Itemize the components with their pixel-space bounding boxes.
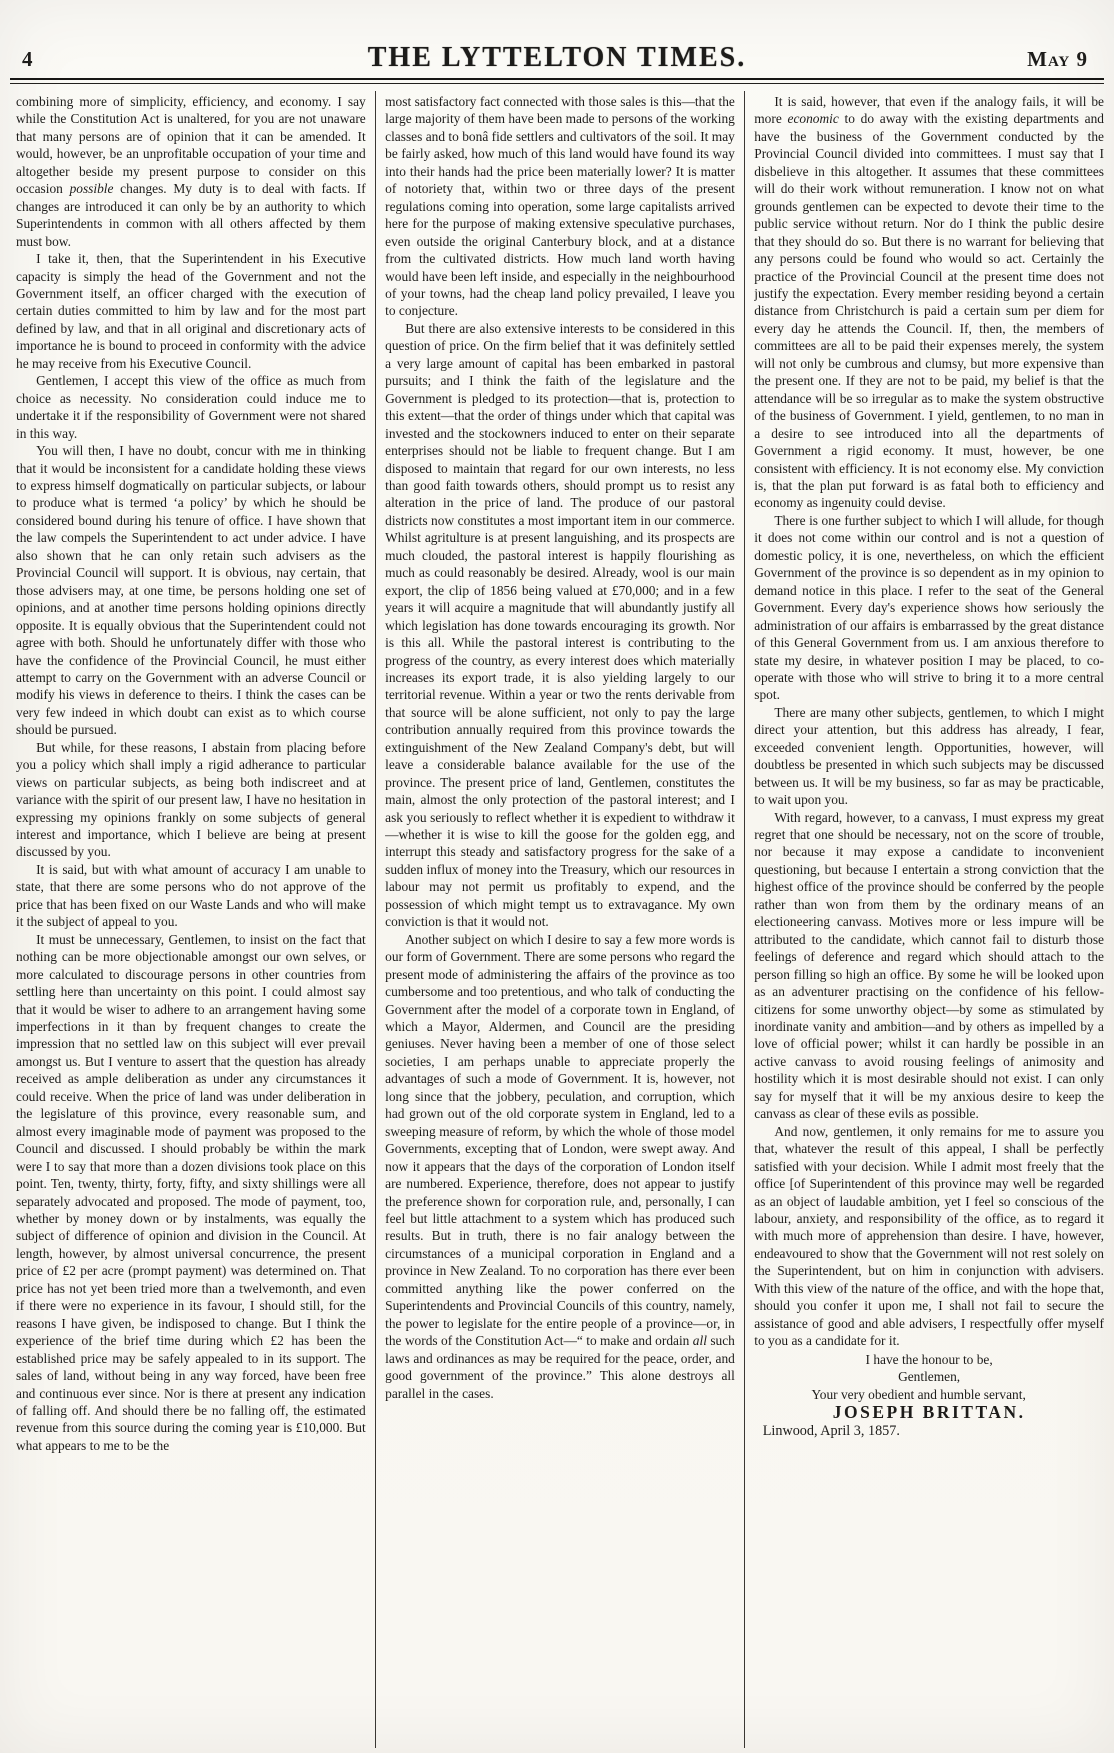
closing-honour-line: I have the honour to be, <box>865 1351 993 1367</box>
text-segment: changes. My duty is to deal with facts. If changes are introduced it can only be by an authority to which Superintendents in common with all others affected by them must bow. <box>16 181 366 249</box>
paragraph: It is said, but with what amount of accuracy I am unable to state, that there are some persons who do not approve of the price that has been fixed on our Waste Lands and who will make it the subject of appeal to you. <box>16 861 366 930</box>
issue-date: May 9 <box>1027 47 1088 71</box>
paragraph <box>385 931 735 1402</box>
text-segment: such laws and ordinances as may be required for the peace, order, and good government of the province.” This alone destroys all parallel in the cases. <box>385 1333 735 1401</box>
italic-word: possible <box>69 181 114 197</box>
paragraph <box>16 93 366 250</box>
letter-closing <box>754 1351 1104 1441</box>
signature-dateline: Linwood, April 3, 1857. <box>762 1423 900 1440</box>
column-divider <box>744 91 745 1748</box>
paragraph: But there are also extensive interests to be considered in this question of price. On the firm belief that it was definitely settled a very large amount of capital has been embarked in pastoral pursuits; and I think the faith of the legislature and the Government is pledged to its protection—that is, protection to this extent—that the order of things under which that capital was invested and the stockowners induced to enter on their separate enterprises should not be liable to frequent change. But I am disposed to maintain that regard for our own interests, no less than good faith towards others, should prompt us to resist any alteration in the price of land. The produce of our pastoral districts now constitutes a most important item in our commerce. Whilst agritulture is at present languishing, and its prospects are much clouded, the pastoral interest is happily flourishing as much as could reasonably be desired. Already, wool is our main export, the clip of 1856 being valued at £70,000; and in a few years it will acquire a magnitude that will abundantly justify all which legislation has done towards encouraging its growth. Nor is this all. While the pastoral interest is contributing to the progress of the country, as every interest does which materially increases its export trade, it is also yielding largely to our territorial revenue. Within a year or two the rents derivable from that source will be alone sufficient, not only to pay the large contribution annually required from this province towards the extinguishment of the New Zealand Company's debt, but will leave a considerable balance available for the use of the province. The present price of land, Gentlemen, constitutes the main, almost the only protection of the pastoral interest; and I ask you seriously to reflect whether it is expedient to withdraw it—whether it is wise to kill the goose for the golden egg, and interrupt this steady and satisfactory progress for the sake of a sudden influx of money into the Treasury, which our resources in labour may not permit us profitably to expend, and the possession of which might tempt us to extravagance. My own conviction is that it would not. <box>385 320 735 930</box>
paragraph: Gentlemen, I accept this view of the office as much from choice as necessity. No consideration could induce me to undertake it if the responsibility of Government were not shared in this way. <box>16 373 366 441</box>
column-3 <box>754 91 1104 1748</box>
masthead <box>0 0 1114 76</box>
italic-word: economic <box>787 111 839 127</box>
page-number: 4 <box>22 47 34 71</box>
text-segment: Another subject on which I desire to say a few more words is our form of Government. There are some persons who regard the present mode of administering the affairs of the province as too cumbersome and too pretentious, and who talk of conducting the Government after the model of a corporate town in England, of which a Mayor, Aldermen, and Council are the presiding geniuses. Never having been a member of one of those select societies, I am perhaps unable to appreciate properly the advantages of such a mode of Government. It is, however, not long since that the jobbery, peculation, and corruption, which had grown out of the old corporate system in England, led to a sweeping measure of reform, by which the whole of those model Governments, excepting that of London, were swept away. And now it appears that the days of the corporation of London itself are numbered. Experience, therefore, does not appear to justify the preference shown for corporation rule, and, personally, I can feel but little attachment to a system which has produced such results. But in truth, there is no fair analogy between the circumstances of a municipal corporation in England and a province in New Zealand. To no corporation has there ever been committed anything like the power conferred on the Superintendents and Provincial Councils of this country, namely, the power to legislate for the entire people of a province—or, in the words of the Constitution Act—“ to make and ordain <box>385 931 735 1349</box>
signature-name: JOSEPH BRITTAN. <box>832 1401 1026 1422</box>
paragraph: And now, gentlemen, it only remains for me to assure you that, whatever the result of this appeal, I shall be perfectly satisfied with your decision. While I admit most freely that the office [of Superintendent of this province may well be regarded as an object of laudable ambition, yet I feel so conscious of the labour, anxiety, and responsibility of the office, as to regard it with much more of apprehension than desire. I have, however, endeavoured to show that the Government will not rest solely on the Superintendent, but on him in conjunction with advisers. With this view of the nature of the office, and with the hope that, should you confer it upon me, I shall not fail to secure the assistance of good and able advisers, I respectfully offer myself to you as a candidate for it. <box>754 1123 1104 1349</box>
paragraph: With regard, however, to a canvass, I must express my great regret that one should be necessary, not on the score of trouble, nor because it may expose a candidate to inconvenient questioning, but because I entertain a strong conviction that the highest office of the province should be conferred by the people rather than won from them by the ordinary means of an electioneering canvass. Motives more or less impure will be attributed to the candidate, which cannot fail to disturb those feelings of deference and regard which should attach to the person filling so high an office. By some he will be looked upon as an adventurer practising on the confidence of his fellow-citizens for some unworthy object—by some as stimulated by inordinate vanity and ambition—and by others as impelled by a love of official power; whilst it can hardly be possible in an active canvass to avoid rousing feelings of animosity and hostility which it is most desirable should not exist. I can only say for myself that it will be my anxious desire to keep the canvass as clear of these evils as possible. <box>754 809 1104 1122</box>
paragraph: There are many other subjects, gentlemen, to which I might direct your attention, but this address has already, I fear, exceeded convenient length. Opportunities, however, will doubtless be presented in which such subjects may be discussed between us. It will be my business, so far as may be practicable, to wait upon you. <box>754 704 1104 808</box>
column-2 <box>385 91 735 1748</box>
paragraph <box>754 93 1104 512</box>
column-1 <box>16 91 366 1748</box>
paragraph: It must be unnecessary, Gentlemen, to insist on the fact that nothing can be more objectionable amongst our own selves, or more calculated to discourage persons in other countries from settling here than uncertainty on this point. I could almost say that it would be wiser to adhere to an arrangement having some imperfections in it than by frequent changes to create the impression that no settled law on this subject will ever prevail amongst us. But I venture to assert that the question has already received as ample deliberation as under any circumstances it could receive. When the price of land was under deliberation in the legislature of this province, every reasonable sum, and almost every imaginable mode of payment was proposed to the Council and discussed. I should probably be within the mark were I to say that more than a dozen divisions took place on this point. Ten, twenty, thirty, forty, fifty, and sixty shillings were all separately advocated and proposed. The mode of payment, too, whether by money down or by instalments, was equally the subject of difference of opinion and division in the Council. At length, however, by almost universal concurrence, the present price of £2 per acre (prompt payment) was determined on. That price has not yet been tried more than a twelvemonth, and even if there were no experience in its favour, I should still, for the reasons I have given, be indisposed to change. But I think the experience of the brief time during which £2 has been the established price may be safely appealed to in its support. The sales of land, without being in any way forced, have been free and continuous ever since. Nor is there at present any indication of falling off. And should there be no falling off, the estimated revenue from this source during the coming year is £10,000. But what appears to me to be the <box>16 931 366 1453</box>
paragraph: I take it, then, that the Superintendent in his Executive capacity is simply the head of the Government and not the Government itself, an officer charged with the execution of certain duties committed to him by law and for the most part defined by law, and that in all original and discretionary acts of importance he is bound to proceed in conformity with the advice he may receive from his Executive Council. <box>16 251 366 371</box>
newspaper-title: THE LYTTELTON TIMES. <box>367 42 747 73</box>
closing-gentlemen-line: Gentlemen, <box>898 1369 961 1385</box>
closing-servant-line: Your very obedient and humble servant, <box>811 1386 1026 1402</box>
paragraph: But while, for these reasons, I abstain from placing before you a policy which shall imply a rigid adherance to particular views on particular subjects, as being both indiscreet and at variance with the spirit of our present law, I have no hesitation in expressing my opinions frankly on some subjects of general interest and importance, which I believe are being at present discussed by you. <box>16 739 366 860</box>
column-divider <box>375 91 376 1748</box>
paragraph: You will then, I have no doubt, concur with me in thinking that it would be inconsistent for a candidate holding these views to express himself dogmatically on particular subjects, or labour to produce what is termed ‘a policy’ by which he should be considered bound during his tenure of office. I have shown that the law compels the Superintendent to act under advice. I have also shown that he can only retain such advisers as the Provincial Council will support. It is obvious, nay certain, that those advisers may, at one time, be persons holding one set of opinions, and at another time persons holding opinions directly opposite. It is equally obvious that the Superintendent could not agree with both. Should he unfortunately differ with those who have the confidence of the Provincial Council, he must either attempt to carry on the Government with an adverse Council or modify his views in deference to theirs. I think the cases can be very few indeed in which doubt can exist as to which course should be pursued. <box>16 443 366 738</box>
text-segment: It is said, however, that even if the analogy fails, it will be more <box>754 94 1104 127</box>
content-columns <box>0 84 1114 1748</box>
text-segment: combining more of simplicity, efficiency, and economy. I say while the Constitution Act is unaltered, for you are not unaware that many persons are of opinion that it can be amended. It would, however, be an unprofitable occupation of your time and altogether beside my present purpose to consider on this occasion <box>16 94 366 197</box>
paragraph: There is one further subject to which I will allude, for though it does not come within our control and is not a question of domestic policy, it is one, nevertheless, on which the efficient Government of the province is so dependent as in my opinion to demand notice in this place. I refer to the seat of the General Government. Every day's experience shows how seriously the administration of our affairs is embarrassed by the great distance of this General Government from us. I am anxious therefore to state my desire, in whatever position I may be placed, to co-operate with those who will strive to bring it to a more central spot. <box>754 512 1104 703</box>
italic-word: all <box>692 1333 707 1349</box>
text-segment: to do away with the existing departments and have the business of the Government conducted by the Provincial Council divided into committees. I must say that I disbelieve in this altogether. It assumes that these committees will do their work without remuneration. I know not on what grounds gentlemen can be expected to devote their time to the public service without return. Nor do I think the public desire that they should do so. But there is no warrant for believing that any persons could be found who would so act. Certainly the practice of the Provincial Council at the present time does not justify the expectation. Every member residing beyond a certain distance from Christchurch is paid a certain sum per diem for every day he attends the Council. If, then, the members of committees are all to be paid their expenses merely, the system will not only be cumbrous and clumsy, but more expensive than the present one. If they are not to be paid, my belief is that the attendance will be so irregular as to make the system obstructive of the business of Government. I yield, gentlemen, to no man in a desire to see introduced into all the departments of Government a rigid economy. It must, however, be one consistent with efficiency. It is not economy else. My conviction is, that the plan put forward is as fatal both to efficiency and economy as ingenuity could devise. <box>754 111 1104 511</box>
paragraph: most satisfactory fact connected with those sales is this—that the large majority of them have been made to persons of the working classes and to bonâ fide settlers and cultivators of the soil. It may be fairly asked, how much of this land would have found its way into their hands had the price been materially lower? It is matter of notoriety that, within two or three days of the present regulations coming into operation, some large capitalists arrived here for the purpose of making extensive speculative purchases, even outside the original Canterbury block, and at a distance from the cultivated districts. How much land worth having would have been left inside, and especially in the neighbourhood of your towns, had the cheap land policy prevailed, I leave you to conjecture. <box>385 94 735 319</box>
